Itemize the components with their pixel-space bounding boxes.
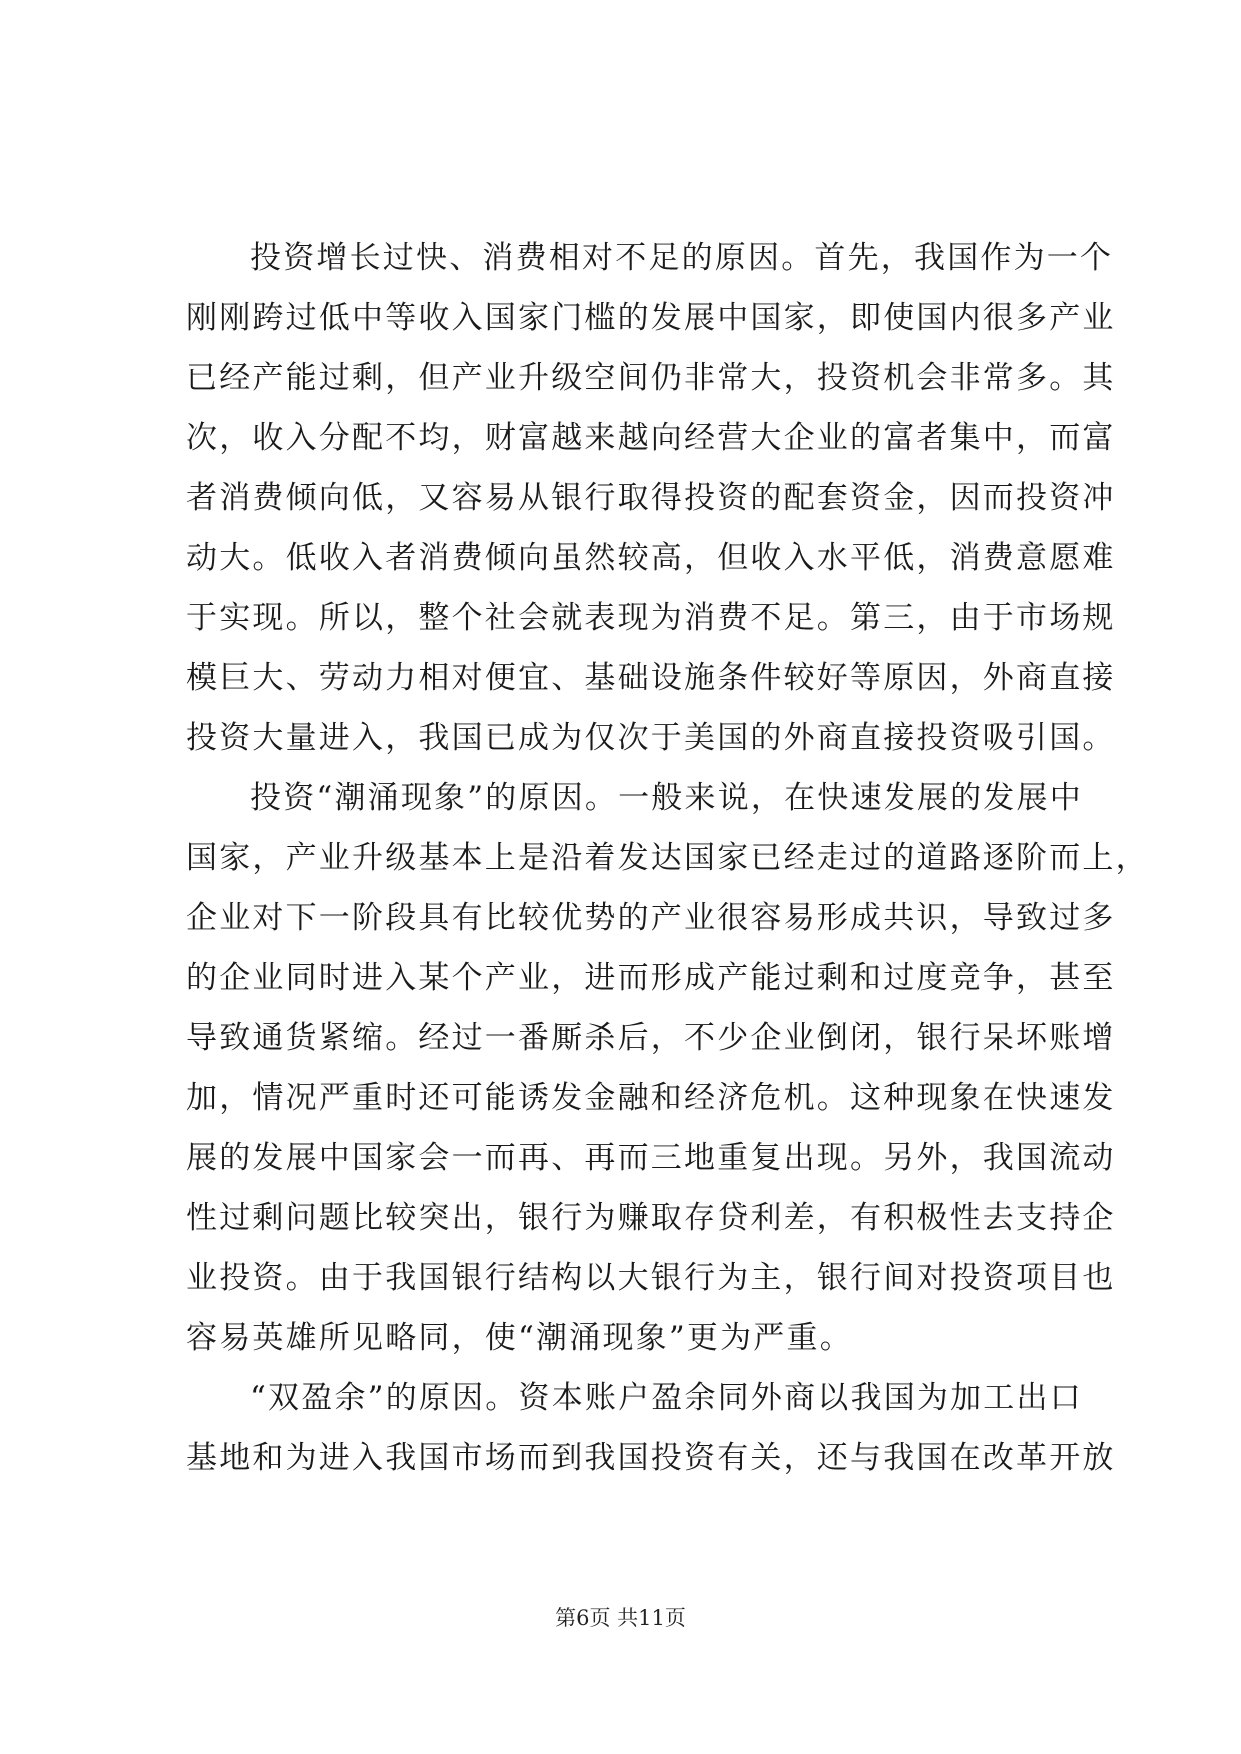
paragraph-tide-phenomenon — [186, 768, 1149, 1368]
text-line: 动大。低收入者消费倾向虽然较高，但收入水平低，消费意愿难 — [186, 540, 1116, 576]
text-line: 容易英雄所见略同，使“潮涌现象”更为严重。 — [186, 1320, 853, 1356]
text-line: 次，收入分配不均，财富越来越向经营大企业的富者集中，而富 — [186, 420, 1116, 456]
text-line: 者消费倾向低，又容易从银行取得投资的配套资金，因而投资冲 — [186, 480, 1116, 516]
text-line: 投资“潮涌现象”的原因。一般来说，在快速发展的发展中 — [250, 780, 1083, 816]
paragraph-investment-consumption — [186, 228, 1116, 768]
page-footer — [0, 1604, 1241, 1632]
text-line: 基地和为进入我国市场而到我国投资有关，还与我国在改革开放 — [186, 1440, 1116, 1476]
text-line: 投资增长过快、消费相对不足的原因。首先，我国作为一个 — [250, 240, 1114, 276]
text-line: “双盈余”的原因。资本账户盈余同外商以我国为加工出口 — [250, 1380, 1083, 1416]
text-line: 业投资。由于我国银行结构以大银行为主，银行间对投资项目也 — [186, 1260, 1116, 1296]
paragraph-double-surplus — [186, 1368, 1116, 1488]
text-line: 企业对下一阶段具有比较优势的产业很容易形成共识，导致过多 — [186, 900, 1116, 936]
text-line: 已经产能过剩，但产业升级空间仍非常大，投资机会非常多。其 — [186, 360, 1116, 396]
text-line: 国家，产业升级基本上是沿着发达国家已经走过的道路逐阶而上， — [186, 840, 1149, 876]
text-line: 模巨大、劳动力相对便宜、基础设施条件较好等原因，外商直接 — [186, 660, 1116, 696]
document-body — [186, 228, 1149, 1488]
text-line: 性过剩问题比较突出，银行为赚取存贷利差，有积极性去支持企 — [186, 1200, 1116, 1236]
text-line: 导致通货紧缩。经过一番厮杀后，不少企业倒闭，银行呆坏账增 — [186, 1020, 1116, 1056]
text-line: 的企业同时进入某个产业，进而形成产能过剩和过度竞争，甚至 — [186, 960, 1116, 996]
text-line: 加，情况严重时还可能诱发金融和经济危机。这种现象在快速发 — [186, 1080, 1116, 1116]
text-line: 展的发展中国家会一而再、再而三地重复出现。另外，我国流动 — [186, 1140, 1116, 1176]
text-line: 刚刚跨过低中等收入国家门槛的发展中国家，即使国内很多产业 — [186, 300, 1116, 336]
text-line: 投资大量进入，我国已成为仅次于美国的外商直接投资吸引国。 — [186, 720, 1116, 756]
page-number: 第6页 共11页 — [555, 1606, 686, 1630]
text-line: 于实现。所以，整个社会就表现为消费不足。第三，由于市场规 — [186, 600, 1116, 636]
